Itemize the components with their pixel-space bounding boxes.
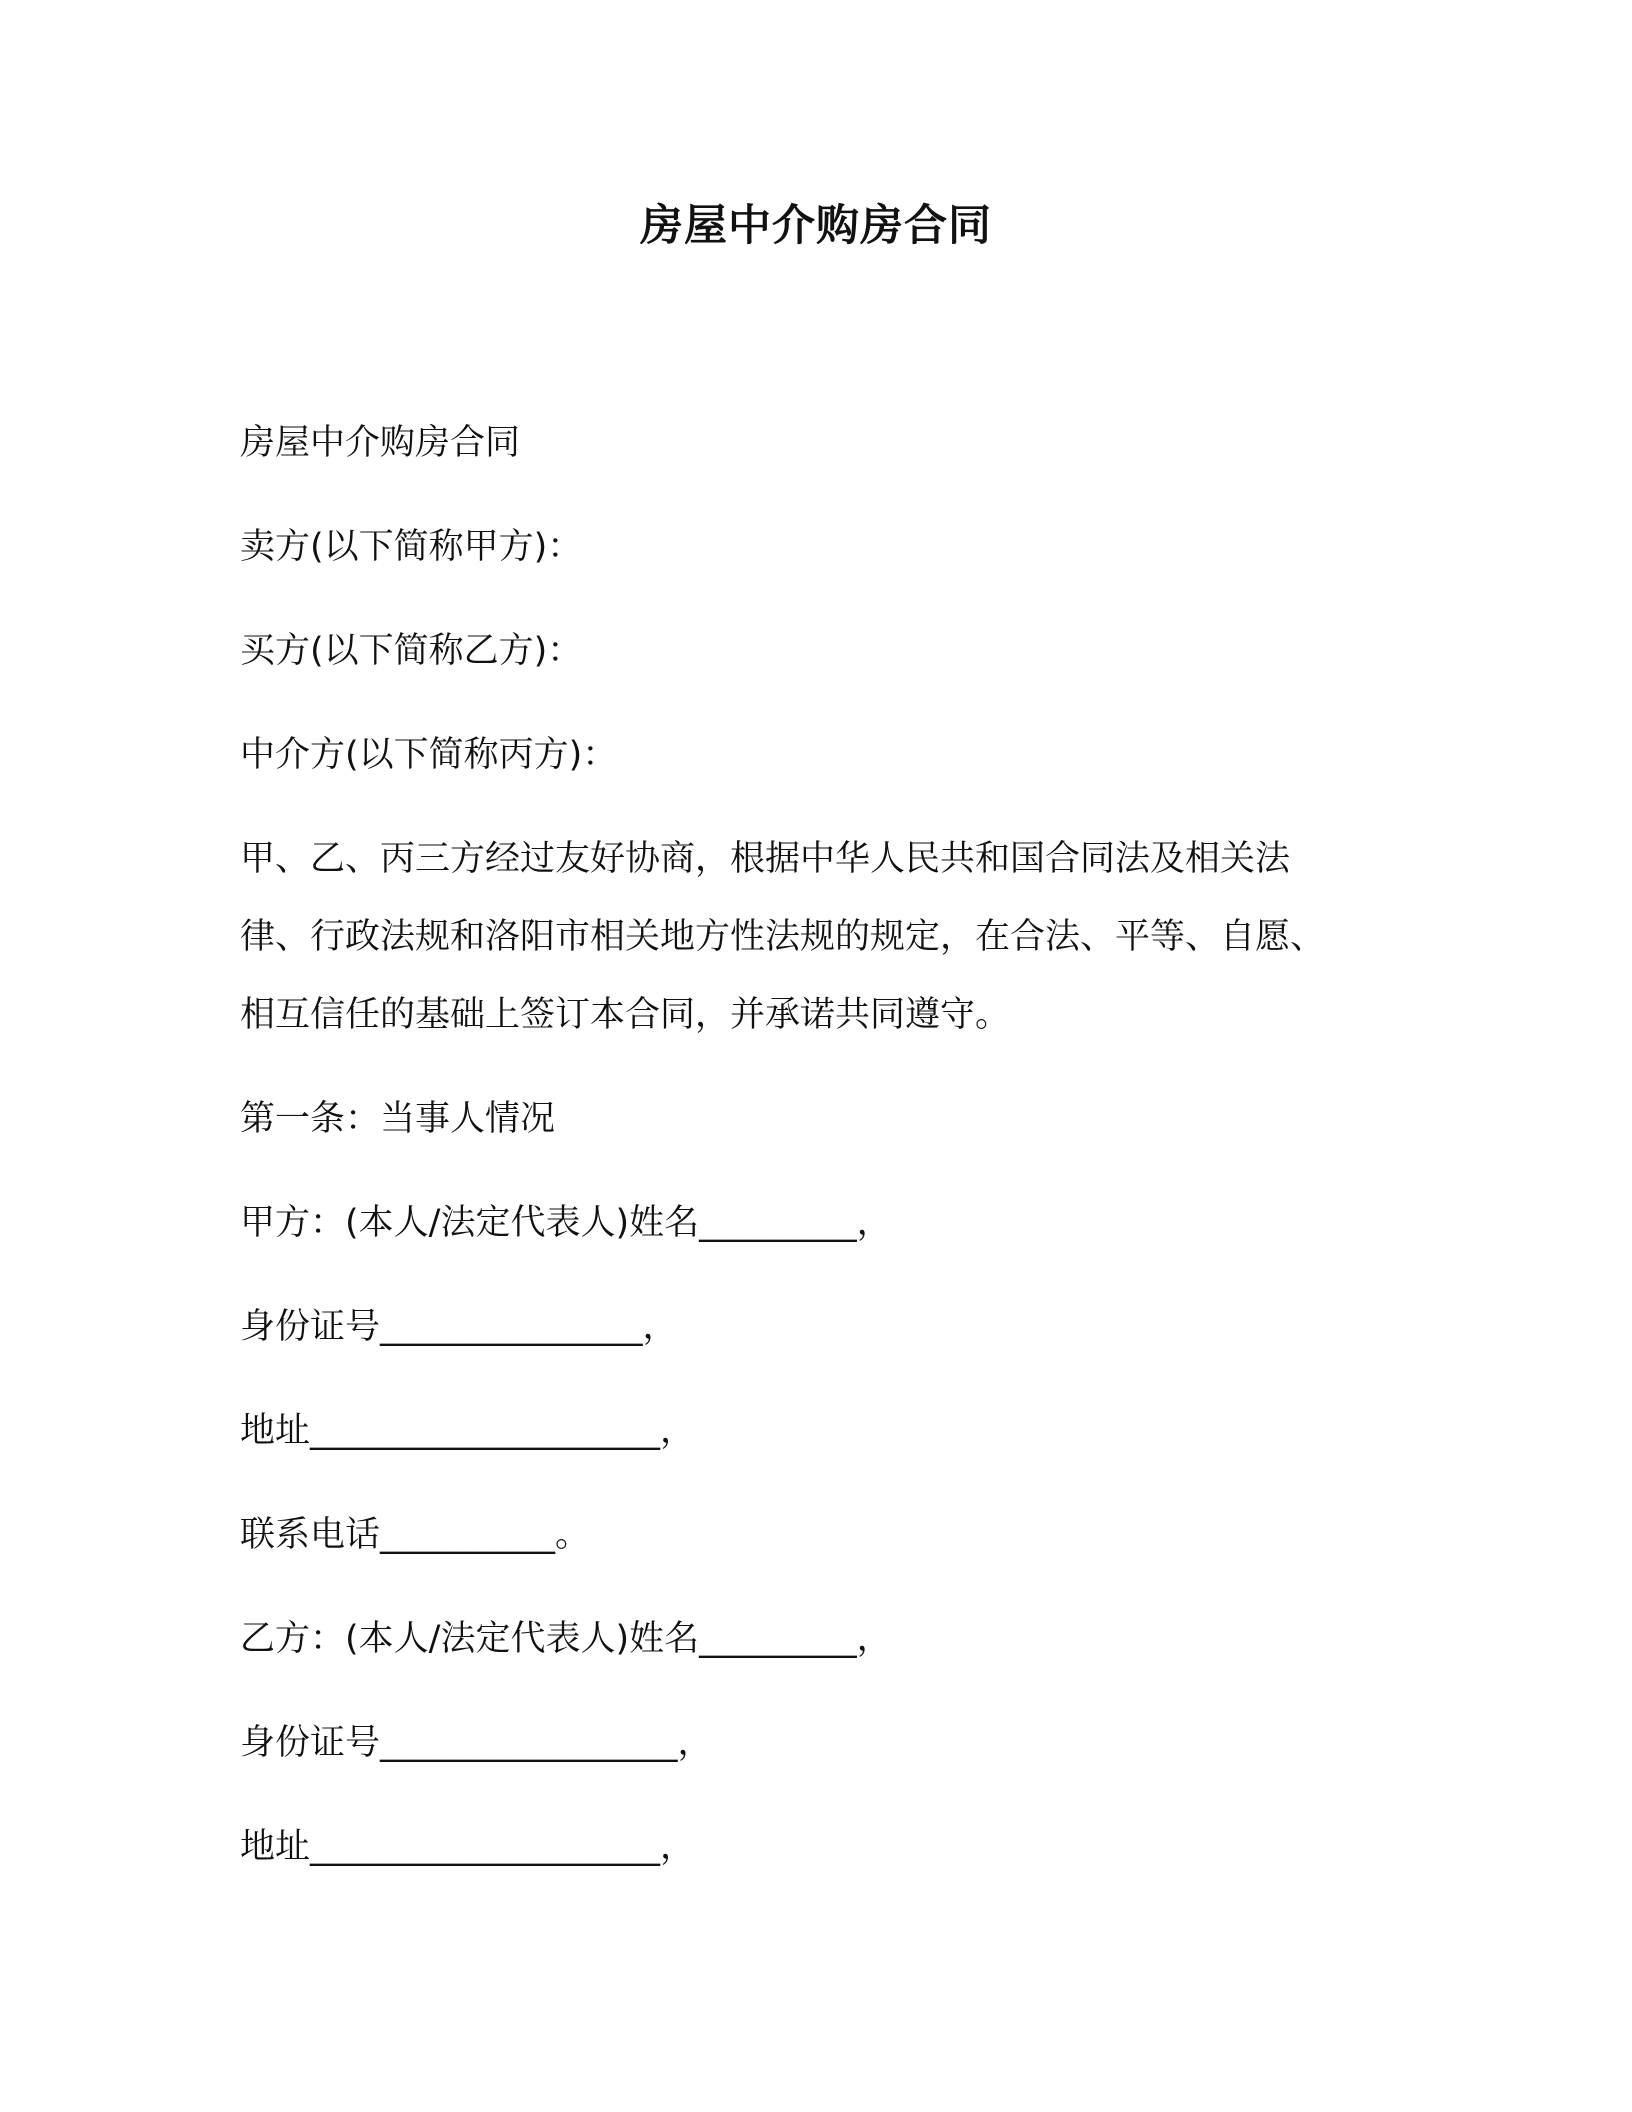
party-b-id-line: 身份证号_________________， xyxy=(240,1723,713,1763)
seller-line: 卖方(以下简称甲方)： xyxy=(240,527,583,567)
intro-line-3: 相互信任的基础上签订本合同，并承诺共同遵守。 xyxy=(240,995,1011,1035)
subtitle-line: 房屋中介购房合同 xyxy=(240,423,521,463)
article-1-heading: 第一条：当事人情况 xyxy=(240,1099,556,1139)
party-a-name-line: 甲方：(本人/法定代表人)姓名_________， xyxy=(240,1203,892,1243)
buyer-line: 买方(以下简称乙方)： xyxy=(240,631,583,671)
party-b-name-line: 乙方：(本人/法定代表人)姓名_________， xyxy=(240,1619,892,1659)
party-a-id-line: 身份证号_______________， xyxy=(240,1307,678,1347)
party-a-address-line: 地址____________________， xyxy=(240,1411,696,1451)
document-title: 房屋中介购房合同 xyxy=(640,201,992,251)
party-b-address-line: 地址____________________， xyxy=(240,1827,696,1867)
agent-line: 中介方(以下简称丙方)： xyxy=(240,735,618,775)
intro-line-1: 甲、乙、丙三方经过友好协商，根据中华人民共和国合同法及相关法 xyxy=(240,839,1291,879)
intro-line-2: 律、行政法规和洛阳市相关地方性法规的规定，在合法、平等、自愿、 xyxy=(240,917,1326,957)
party-a-phone-line: 联系电话__________。 xyxy=(240,1515,591,1555)
